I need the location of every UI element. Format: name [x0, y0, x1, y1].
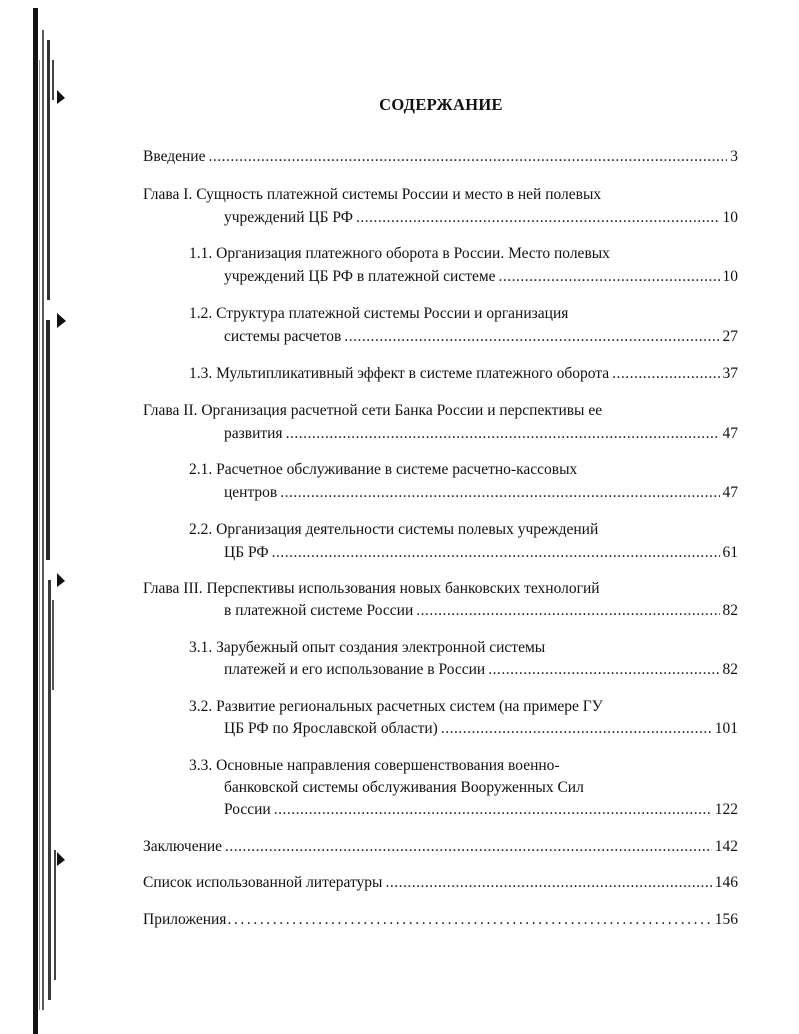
toc-entry-section-3-2-line2[interactable] [224, 719, 738, 739]
page-number: 10 [722, 209, 738, 226]
dot-leader [225, 837, 712, 857]
page-number: 142 [714, 838, 738, 855]
toc-entry-conclusion[interactable] [143, 837, 738, 857]
page-number: 47 [722, 425, 738, 442]
toc-entry-section-3-2-line1[interactable] [189, 697, 738, 717]
dot-leader [208, 147, 727, 167]
toc-entry-text: Глава II. Организация расчетной сети Банка России и перспективы ее [143, 402, 603, 419]
toc-entry-references[interactable] [143, 873, 738, 893]
dot-leader [274, 800, 712, 820]
toc-entry-text: платежей и его использование в России [224, 661, 486, 678]
toc-entry-text: развития [224, 425, 283, 442]
toc-entry-text: Список использованной литературы [143, 874, 383, 891]
toc-entry-section-2-2-line2[interactable] [224, 543, 738, 563]
toc-entry-text: центров [224, 484, 278, 501]
dot-leader [286, 424, 720, 444]
toc-entry-text: ЦБ РФ [224, 544, 269, 561]
toc-entry-section-3-1-line2[interactable] [224, 660, 738, 680]
dot-leader [612, 364, 719, 384]
toc-entry-text: России [224, 801, 271, 818]
toc-entry-text: 1.1. Организация платежного оборота в России. Место полевых [189, 245, 610, 262]
toc-entry-text: Приложения [143, 911, 227, 928]
dot-leader [272, 543, 720, 563]
toc-title: СОДЕРЖАНИЕ [379, 95, 503, 114]
dot-leader [441, 719, 712, 739]
page-number: 122 [714, 801, 738, 818]
toc-entry-section-2-1-line1[interactable] [189, 460, 738, 480]
toc-entry-section-1-2-line1[interactable] [189, 304, 738, 324]
page-number: 82 [722, 602, 738, 619]
toc-entry-text: банковской системы обслуживания Вооруженных Сил [224, 779, 584, 796]
dot-leader [499, 267, 720, 287]
dot-leader [385, 873, 711, 893]
toc-entry-text: 2.1. Расчетное обслуживание в системе расчетно-кассовых [189, 461, 578, 478]
dot-leader [280, 483, 719, 503]
toc-entry-text: 2.2. Организация деятельности системы полевых учреждений [189, 521, 599, 538]
toc-entry-text: 3.2. Развитие региональных расчетных систем (на примере ГУ [189, 698, 603, 715]
page-number: 27 [722, 328, 738, 345]
toc-entry-section-2-2-line1[interactable] [189, 520, 738, 540]
toc-entry-chapter-2-line1[interactable] [143, 401, 738, 421]
toc-entry-text: Заключение [143, 838, 223, 855]
page-number: 156 [714, 911, 738, 928]
page-number: 10 [722, 268, 738, 285]
page-number: 146 [714, 874, 738, 891]
toc-entry-appendices[interactable] [143, 910, 738, 930]
toc-entry-section-3-1-line1[interactable] [189, 638, 738, 658]
toc-entry-section-3-3-line1[interactable] [189, 756, 738, 776]
toc-entry-text: Глава I. Сущность платежной системы России и место в ней полевых [143, 186, 602, 203]
toc-entry-chapter-3-line1[interactable] [143, 579, 738, 599]
dot-leader [227, 910, 713, 930]
toc-entry-text: 3.1. Зарубежный опыт создания электронной системы [189, 639, 546, 656]
toc-entry-chapter-3-line2[interactable] [224, 601, 738, 621]
dot-leader [416, 601, 719, 621]
page-number: 47 [722, 484, 738, 501]
page-number: 3 [730, 148, 738, 165]
toc-entry-chapter-2-line2[interactable] [224, 424, 738, 444]
toc-entry-section-3-3-line2[interactable] [224, 778, 738, 798]
toc-entry-text: 3.3. Основные направления совершенствования военно- [189, 757, 560, 774]
toc-entry-text: Глава III. Перспективы использования новых банковских технологий [143, 580, 600, 597]
toc-entry-section-1-1-line1[interactable] [189, 244, 738, 264]
toc-entry-section-3-3-line3[interactable] [224, 800, 738, 820]
toc-entry-text: учреждений ЦБ РФ в платежной системе [224, 268, 496, 285]
dot-leader [356, 208, 720, 228]
dot-leader [488, 660, 719, 680]
toc-entry-text: учреждений ЦБ РФ [224, 209, 353, 226]
toc-entry-intro[interactable] [143, 147, 738, 167]
toc-entry-section-1-2-line2[interactable] [224, 327, 738, 347]
toc-entry-section-1-1-line2[interactable] [224, 267, 738, 287]
page-number: 101 [714, 720, 738, 737]
page-number: 61 [722, 544, 738, 561]
toc-entry-text: Введение [143, 148, 206, 165]
toc-entry-section-2-1-line2[interactable] [224, 483, 738, 503]
toc-entry-text: ЦБ РФ по Ярославской области) [224, 720, 438, 737]
page-number: 82 [722, 661, 738, 678]
toc-entry-text: системы расчетов [224, 328, 342, 345]
dot-leader [344, 327, 719, 347]
page-number: 37 [722, 365, 738, 382]
toc-entry-section-1-3[interactable] [189, 364, 738, 384]
toc-entry-text: 1.3. Мультипликативный эффект в системе платежного оборота [189, 365, 610, 382]
toc-entry-text: 1.2. Структура платежной системы России и организация [189, 305, 569, 322]
toc-entry-chapter-1-line2[interactable] [224, 208, 738, 228]
toc-entry-text: в платежной системе России [224, 602, 414, 619]
toc-entry-chapter-1-line1[interactable] [143, 185, 738, 205]
